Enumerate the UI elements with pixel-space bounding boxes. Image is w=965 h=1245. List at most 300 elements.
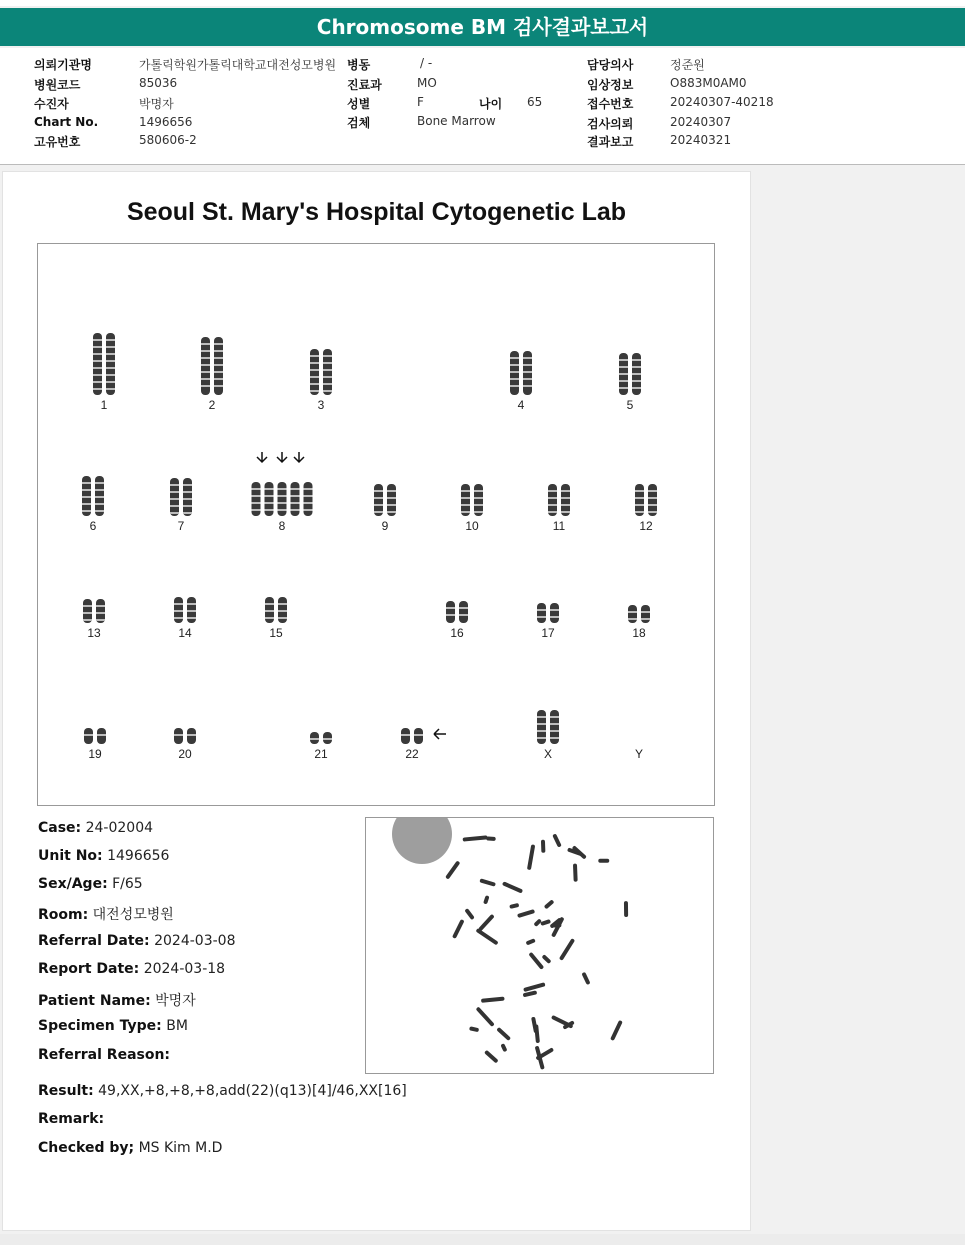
chromosome-band — [278, 488, 287, 490]
chromosome-band — [323, 362, 332, 364]
chromosome-label: 3 — [317, 398, 325, 412]
checked-label: Checked by; — [38, 1140, 135, 1156]
chromosome-band — [628, 611, 637, 613]
metaphase-chromosome — [476, 1006, 495, 1027]
chromosome-17 — [537, 603, 546, 623]
chromosome-band — [278, 603, 287, 605]
field-value: BM — [166, 1018, 188, 1034]
chromosome-18 — [628, 605, 637, 623]
chromosome-band — [635, 504, 644, 506]
chromosome-label: 11 — [552, 519, 566, 533]
chromosome-band — [523, 371, 532, 373]
chromosome-band — [252, 488, 261, 490]
chromosome-group-17 — [537, 603, 559, 640]
metaphase-chromosome — [479, 878, 496, 886]
metaphase-chromosome — [573, 864, 578, 882]
metaphase-chromosome — [469, 1026, 479, 1032]
chromosome-band — [387, 497, 396, 499]
chromosome-band — [278, 610, 287, 612]
chromosome-band — [510, 357, 519, 359]
chromosome-band — [170, 491, 179, 493]
report-banner — [0, 8, 965, 46]
metaphase-chromosome — [523, 982, 545, 992]
info-value: F — [417, 95, 424, 109]
chromosome-band — [183, 505, 192, 507]
field-sex-age — [38, 876, 143, 892]
info-label: 수진자 — [34, 97, 69, 111]
info-label: Chart No. — [34, 115, 99, 129]
chromosome-label: 8 — [278, 519, 286, 533]
chromosome-label: 4 — [517, 398, 525, 412]
chromosome-band — [82, 503, 91, 505]
metaphase-spread — [366, 818, 713, 1073]
info-label: 검사의뢰 — [587, 117, 634, 131]
chromosome-band — [106, 388, 115, 390]
metaphase-chromosome — [481, 997, 505, 1003]
chromosome-band — [323, 390, 332, 392]
metaphase-chromosome — [463, 835, 488, 841]
chromosome-band — [278, 495, 287, 497]
chromosome-band — [106, 360, 115, 362]
chromosome-band — [550, 616, 559, 618]
chromosome-band — [84, 734, 93, 736]
chromosome-band — [374, 497, 383, 499]
chromosome-band — [93, 388, 102, 390]
field-label: Referral Reason: — [38, 1047, 171, 1063]
chromosome-band — [446, 614, 455, 616]
remark-label: Remark: — [38, 1111, 105, 1127]
metaphase-chromosome — [478, 914, 495, 932]
metaphase-chromosome — [486, 836, 496, 841]
metaphase-chromosome — [509, 903, 519, 909]
chromosome-band — [304, 488, 313, 490]
info-value: O883M0AM0 — [670, 76, 747, 90]
chromosome-group-20 — [174, 728, 196, 761]
chromosome-band — [174, 610, 183, 612]
chromosome-band — [414, 734, 423, 736]
chromosome-band — [635, 497, 644, 499]
chromosome-band — [310, 376, 319, 378]
result-value: 49,XX,+8,+8,+8,add(22)(q13)[4]/46,XX[16] — [98, 1083, 407, 1099]
info-value: 20240307 — [670, 115, 732, 129]
info-value: 20240321 — [670, 133, 732, 147]
chromosome-band — [374, 504, 383, 506]
info-value: 가톨릭학원가톨릭대학교대전성모병원 — [139, 58, 337, 72]
chromosome-band — [183, 484, 192, 486]
chromosome-band — [323, 355, 332, 357]
field-case — [38, 820, 153, 836]
chromosome-group-1 — [93, 333, 115, 412]
field-referral-reason — [38, 1047, 170, 1063]
info-label: 의뢰기관명 — [34, 58, 92, 72]
chromosome-band — [252, 495, 261, 497]
chromosome-band — [632, 373, 641, 375]
chromosome-band — [278, 502, 287, 504]
chromosome-band — [310, 369, 319, 371]
chromosome-band — [106, 381, 115, 383]
chromosome-band — [548, 490, 557, 492]
chromosome-band — [106, 367, 115, 369]
chromosome-label: X — [543, 747, 553, 761]
info-value: / - — [420, 56, 433, 70]
field-label: Unit No: — [38, 848, 103, 864]
chromosome-band — [201, 357, 210, 359]
chromosome-16 — [446, 601, 455, 623]
chromosome-band — [214, 357, 223, 359]
info-label: 검체 — [347, 116, 371, 130]
chromosome-7 — [170, 478, 179, 516]
info-label: 성별 — [347, 97, 371, 111]
chromosome-band — [523, 364, 532, 366]
chromosome-band — [648, 490, 657, 492]
karyogram-panel — [37, 243, 715, 806]
chromosome-7 — [183, 478, 192, 516]
chromosome-band — [548, 504, 557, 506]
chromosome-band — [323, 376, 332, 378]
chromosome-group-14 — [174, 597, 196, 640]
chromosome-band — [170, 498, 179, 500]
chromosome-band — [82, 482, 91, 484]
karyogram-image — [38, 244, 714, 805]
chromosome-band — [387, 504, 396, 506]
chromosome-band — [550, 609, 559, 611]
chromosome-band — [648, 497, 657, 499]
metaphase-chromosome — [533, 918, 542, 927]
metaphase-chromosome — [598, 859, 609, 863]
chromosome-group-10 — [461, 484, 483, 533]
chromosome-band — [401, 734, 410, 736]
chromosome-band — [635, 490, 644, 492]
chromosome-band — [561, 504, 570, 506]
chromosome-17 — [550, 603, 559, 623]
field-unit-no — [38, 848, 169, 864]
chromosome-band — [93, 339, 102, 341]
chromosome-band — [550, 737, 559, 739]
result-label: Result: — [38, 1083, 94, 1099]
chromosome-band — [93, 353, 102, 355]
chromosome-band — [174, 603, 183, 605]
chromosome-band — [628, 618, 637, 620]
metaphase-chromosome — [452, 919, 465, 939]
info-value: 580606-2 — [139, 133, 197, 147]
metaphase-chromosome — [610, 1020, 623, 1041]
chromosome-group-X — [537, 710, 559, 761]
chromosome-band — [523, 385, 532, 387]
field-value: 1496656 — [107, 848, 170, 864]
field-value: 2024-03-08 — [154, 933, 236, 949]
chromosome-band — [548, 511, 557, 513]
chromosome-band — [187, 603, 196, 605]
chromosome-16 — [459, 601, 468, 623]
metaphase-chromosome — [527, 844, 535, 870]
chromosome-band — [461, 511, 470, 513]
chromosome-band — [93, 381, 102, 383]
metaphase-chromosome — [559, 938, 575, 961]
info-label: 임상정보 — [587, 78, 634, 92]
chromosome-band — [170, 484, 179, 486]
chromosome-band — [106, 374, 115, 376]
chromosome-band — [474, 511, 483, 513]
chromosome-group-18 — [628, 605, 650, 640]
down-arrow-icon — [257, 452, 267, 462]
chromosome-label: 20 — [178, 747, 192, 761]
chromosome-label: 2 — [208, 398, 216, 412]
chromosome-band — [523, 357, 532, 359]
chromosome-group-16 — [446, 601, 468, 640]
chromosome-band — [632, 366, 641, 368]
field-value: 2024-03-18 — [143, 961, 226, 977]
chromosome-band — [537, 616, 546, 618]
field-referral-date — [38, 933, 235, 949]
chromosome-band — [310, 362, 319, 364]
chromosome-group-21 — [310, 732, 332, 761]
chromosome-band — [648, 504, 657, 506]
chromosome-band — [170, 505, 179, 507]
chromosome-band — [304, 502, 313, 504]
chromosome-1 — [93, 333, 102, 395]
banner-title: Chromosome BM 검사결과보고서 — [316, 15, 649, 39]
chromosome-band — [93, 367, 102, 369]
chromosome-band — [214, 343, 223, 345]
chromosome-band — [459, 607, 468, 609]
metaphase-chromosome — [534, 1024, 540, 1043]
field-value: F/65 — [112, 876, 143, 892]
chromosome-band — [214, 364, 223, 366]
field-label: Patient Name: — [38, 993, 151, 1009]
chromosome-band — [632, 380, 641, 382]
info-value: 박명자 — [139, 97, 174, 111]
field-report-date — [38, 961, 225, 977]
chromosome-group-12 — [635, 484, 657, 533]
field-value: 박명자 — [155, 993, 196, 1009]
metaphase-chromosome — [544, 899, 555, 909]
chromosome-band — [548, 497, 557, 499]
checked-value: MS Kim M.D — [138, 1140, 223, 1156]
chromosome-band — [291, 509, 300, 511]
chromosome-band — [93, 374, 102, 376]
chromosome-group-22 — [401, 728, 423, 761]
chromosome-band — [459, 614, 468, 616]
chromosome-group-5 — [619, 353, 641, 412]
chromosome-band — [83, 605, 92, 607]
chromosome-band — [265, 610, 274, 612]
bottom-bar — [0, 1234, 965, 1245]
chromosome-band — [214, 371, 223, 373]
chromosome-band — [291, 488, 300, 490]
chromosome-band — [95, 482, 104, 484]
chromosome-band — [387, 511, 396, 513]
chromosome-band — [561, 497, 570, 499]
chromosome-band — [537, 730, 546, 732]
metaphase-chromosome — [464, 908, 474, 920]
info-label: 진료과 — [347, 78, 382, 92]
field-patient-name — [38, 990, 196, 1010]
chromosome-band — [201, 350, 210, 352]
chromosome-band — [537, 716, 546, 718]
info-value: 20240307-40218 — [670, 95, 774, 109]
chromosome-band — [174, 734, 183, 736]
chromosome-band — [201, 343, 210, 345]
info-label: 고유번호 — [34, 135, 81, 149]
chromosome-band — [95, 489, 104, 491]
metaphase-chromosome — [445, 860, 460, 879]
chromosome-label: 12 — [639, 519, 653, 533]
chromosome-band — [170, 512, 179, 514]
chromosome-band — [374, 490, 383, 492]
down-arrow-icon — [277, 452, 287, 462]
chromosome-label: 15 — [269, 626, 283, 640]
chromosome-band — [106, 353, 115, 355]
info-value: 1496656 — [139, 115, 193, 129]
chromosome-band — [93, 360, 102, 362]
info-label: 담당의사 — [587, 58, 634, 72]
chromosome-band — [82, 489, 91, 491]
chromosome-band — [265, 603, 274, 605]
top-strip — [0, 0, 965, 6]
chromosome-group-3 — [310, 349, 332, 412]
chromosome-band — [187, 617, 196, 619]
chromosome-band — [537, 723, 546, 725]
info-label: 접수번호 — [587, 97, 634, 111]
chromosome-band — [619, 359, 628, 361]
chromosome-band — [619, 380, 628, 382]
chromosome-band — [96, 612, 105, 614]
chromosome-group-11 — [548, 484, 570, 533]
chromosome-band — [278, 617, 287, 619]
metaphase-chromosome — [483, 895, 489, 904]
field-label: Report Date: — [38, 961, 140, 977]
info-label: 나이 — [479, 97, 503, 111]
chromosome-band — [510, 385, 519, 387]
chromosome-label: 18 — [632, 626, 646, 640]
chromosome-group-7 — [170, 478, 192, 533]
chromosome-band — [561, 490, 570, 492]
chromosome-label: 22 — [405, 747, 419, 761]
info-label: 병동 — [347, 58, 371, 72]
chromosome-band — [96, 619, 105, 621]
chromosome-band — [278, 509, 287, 511]
metaphase-chromosome — [496, 1027, 511, 1041]
chromosome-label: 14 — [178, 626, 192, 640]
field-value: 대전성모병원 — [92, 907, 174, 923]
result-line — [38, 1083, 407, 1099]
chromosome-band — [510, 378, 519, 380]
chromosome-band — [304, 495, 313, 497]
chromosome-band — [106, 339, 115, 341]
chromosome-label: 21 — [314, 747, 328, 761]
chromosome-label: 13 — [87, 626, 101, 640]
chromosome-band — [374, 511, 383, 513]
metaphase-chromosome — [517, 909, 535, 918]
metaphase-chromosome — [540, 919, 551, 926]
chromosome-band — [183, 491, 192, 493]
field-label: Referral Date: — [38, 933, 150, 949]
chromosome-band — [619, 373, 628, 375]
chromosome-band — [291, 502, 300, 504]
chromosome-band — [174, 617, 183, 619]
chromosome-label: 17 — [541, 626, 555, 640]
chromosome-band — [265, 502, 274, 504]
field-label: Sex/Age: — [38, 876, 108, 892]
chromosome-band — [96, 605, 105, 607]
metaphase-image — [365, 817, 714, 1074]
chromosome-band — [97, 734, 106, 736]
chromosome-band — [523, 378, 532, 380]
chromosome-band — [323, 383, 332, 385]
chromosome-band — [648, 511, 657, 513]
chromosome-band — [82, 510, 91, 512]
chromosome-band — [641, 611, 650, 613]
metaphase-chromosome — [552, 833, 562, 847]
chromosome-label: Y — [634, 747, 644, 761]
metaphase-chromosome — [541, 840, 545, 853]
chromosome-group-19 — [84, 728, 106, 761]
chromosome-band — [561, 511, 570, 513]
field-label: Room: — [38, 907, 89, 923]
chromosome-band — [323, 738, 332, 740]
chromosome-group-4 — [510, 351, 532, 412]
chromosome-label: 7 — [177, 519, 185, 533]
chromosome-band — [183, 498, 192, 500]
chromosome-band — [95, 510, 104, 512]
lab-title: Seoul St. Mary's Hospital Cytogenetic Lab — [126, 198, 627, 226]
chromosome-band — [510, 371, 519, 373]
chromosome-band — [201, 364, 210, 366]
chromosome-band — [201, 385, 210, 387]
field-room — [38, 904, 174, 924]
metaphase-chromosome — [528, 952, 544, 970]
chromosome-1 — [106, 333, 115, 395]
chromosome-label: 19 — [88, 747, 102, 761]
metaphase-chromosome — [542, 954, 552, 964]
chromosome-band — [537, 737, 546, 739]
chromosome-band — [291, 495, 300, 497]
field-label: Specimen Type: — [38, 1018, 162, 1034]
chromosome-band — [632, 387, 641, 389]
chromosome-band — [252, 502, 261, 504]
chromosome-band — [632, 359, 641, 361]
chromosome-18 — [641, 605, 650, 623]
chromosome-band — [474, 497, 483, 499]
patient-info-header — [0, 48, 965, 165]
info-value: MO — [417, 76, 437, 90]
chromosome-band — [310, 738, 319, 740]
info-label: 결과보고 — [587, 135, 634, 149]
metaphase-chromosome — [624, 901, 628, 917]
chromosome-band — [474, 490, 483, 492]
metaphase-chromosome — [500, 1043, 507, 1052]
checked-by-line — [38, 1140, 222, 1156]
field-value: 24-02004 — [85, 820, 154, 836]
chromosome-band — [510, 364, 519, 366]
chromosome-band — [252, 509, 261, 511]
chromosome-band — [323, 369, 332, 371]
karyotype-report — [2, 171, 751, 1231]
chromosome-band — [304, 509, 313, 511]
chromosome-band — [461, 504, 470, 506]
metaphase-chromosome — [581, 972, 590, 985]
chromosome-band — [201, 371, 210, 373]
metaphase-chromosome — [552, 923, 562, 927]
chromosome-band — [214, 350, 223, 352]
chromosome-group-9 — [374, 484, 396, 533]
chromosome-group-15 — [265, 597, 287, 640]
chromosome-band — [446, 607, 455, 609]
chromosome-band — [310, 390, 319, 392]
metaphase-chromosome — [475, 928, 498, 945]
metaphase-chromosome — [502, 881, 523, 893]
chromosome-group-8 — [252, 482, 313, 533]
